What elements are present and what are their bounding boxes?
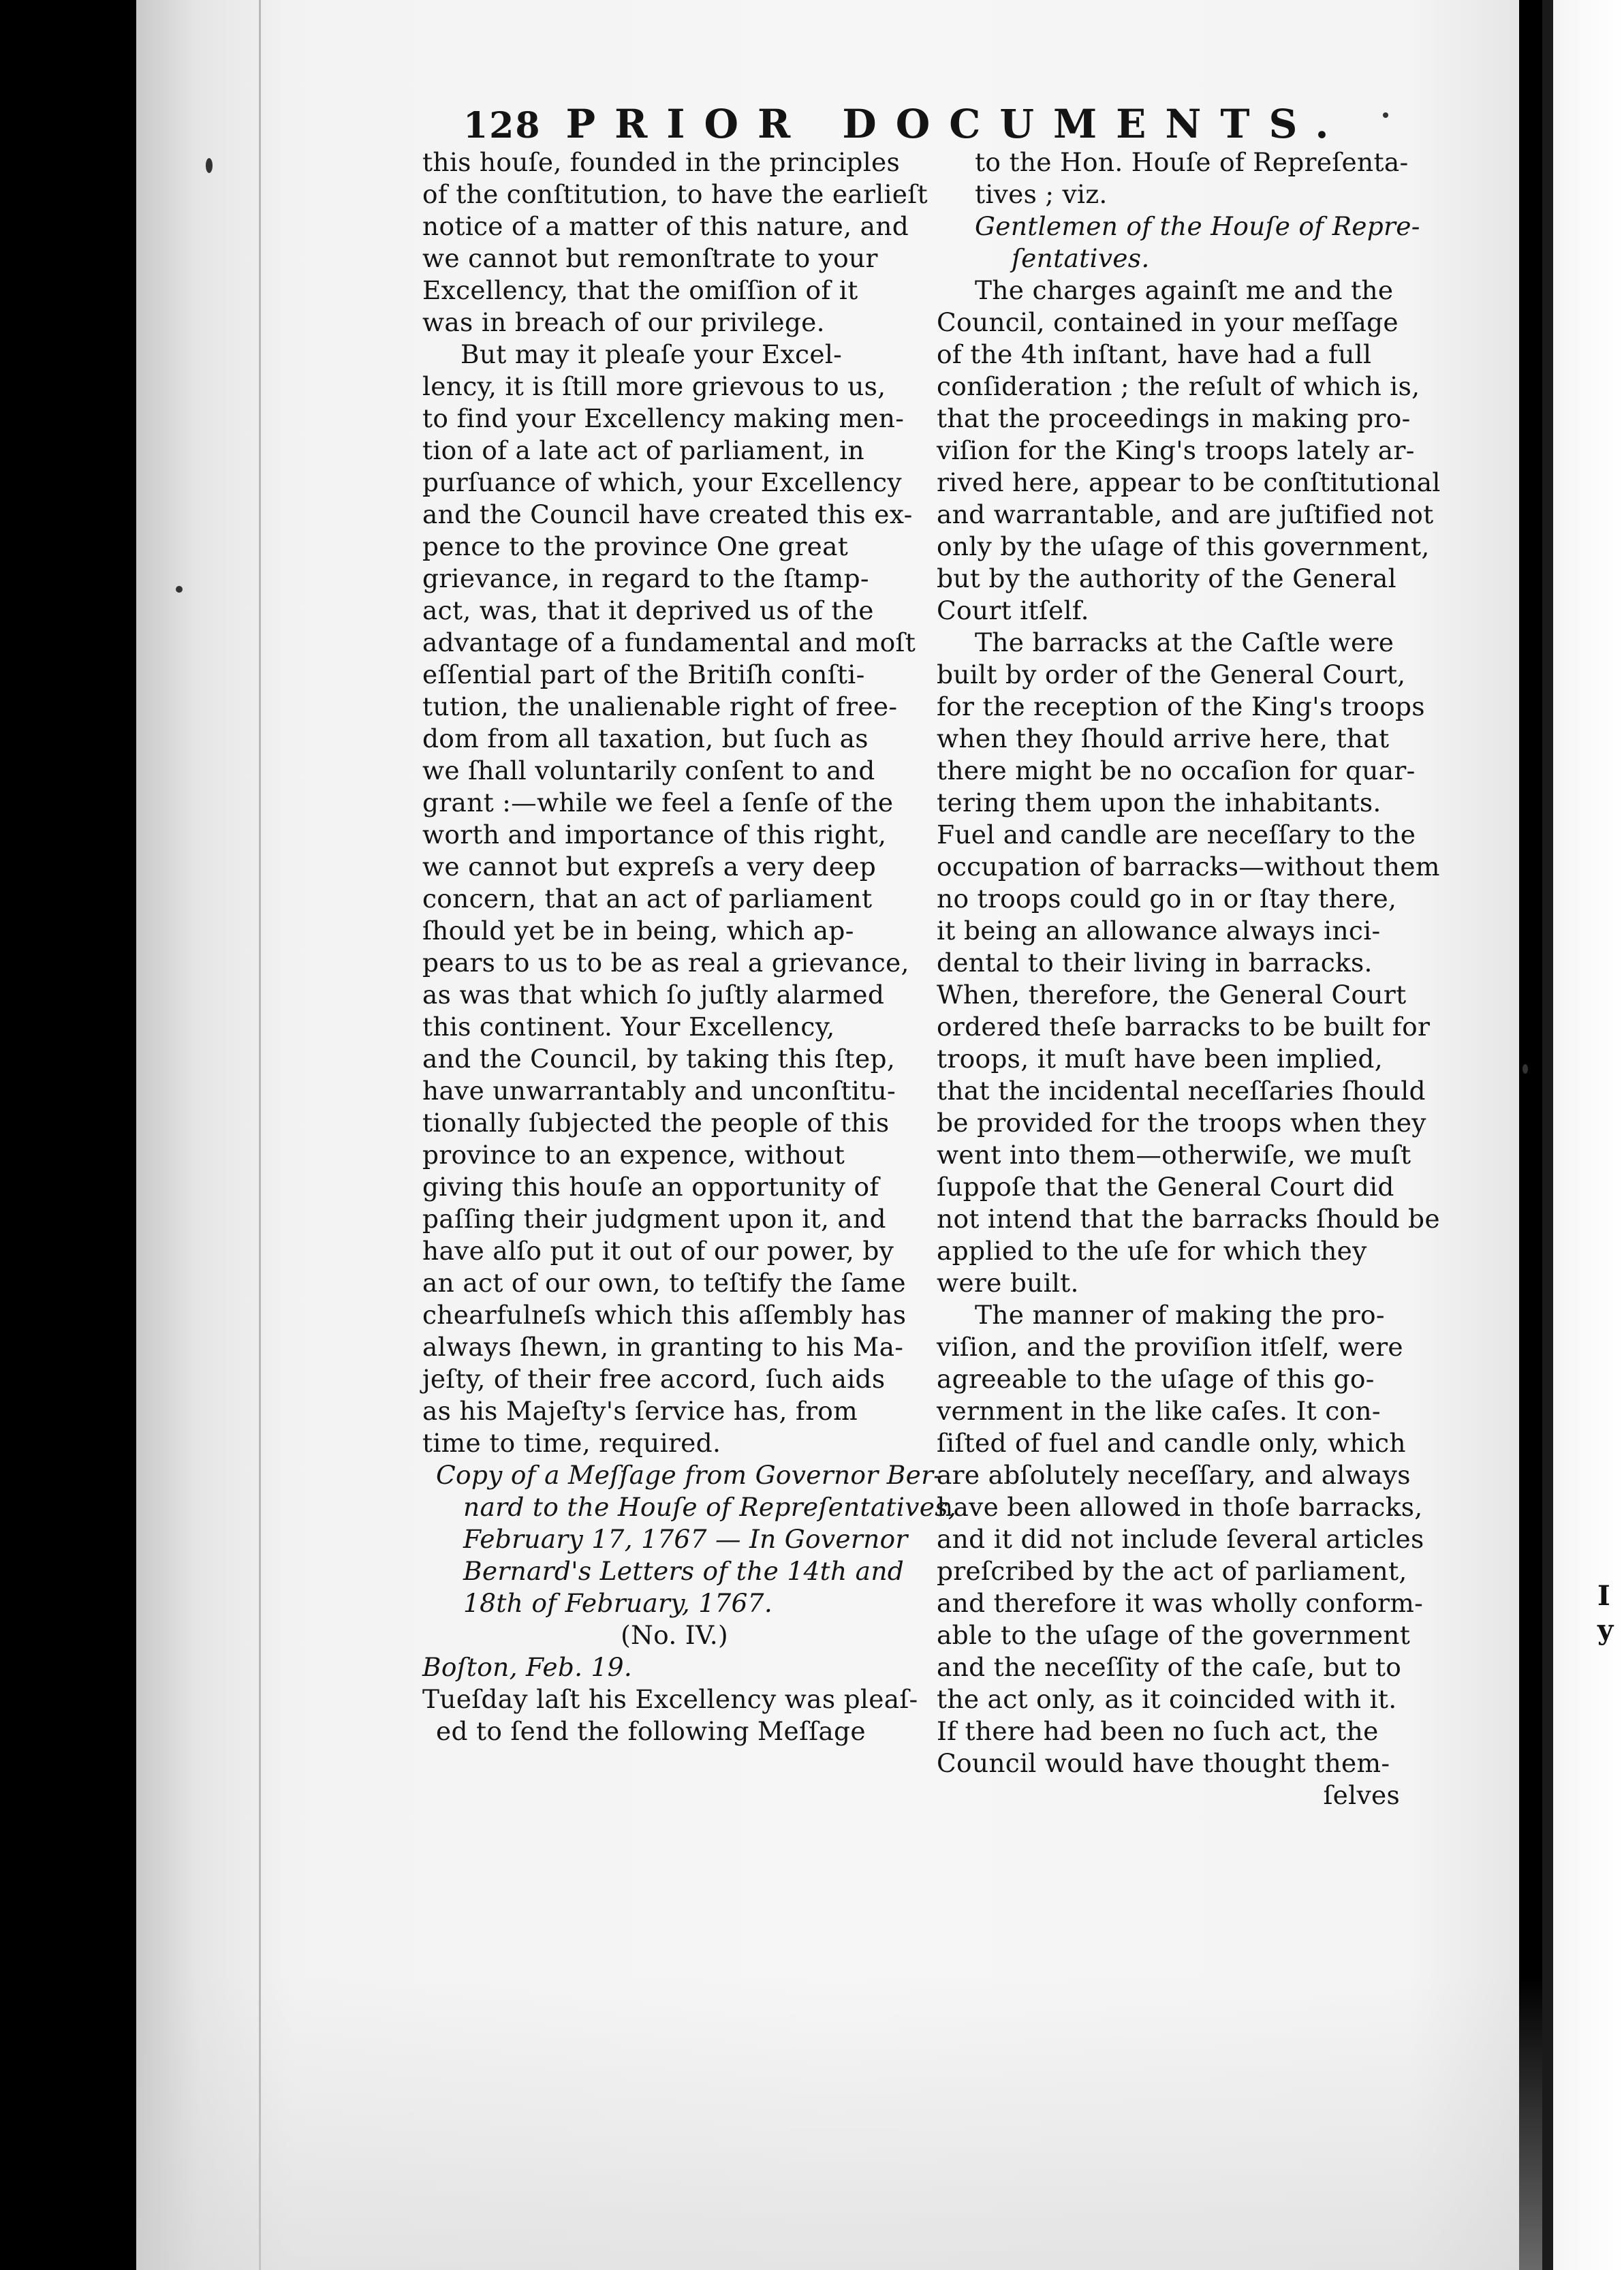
text-line: preſcribed by the act of parliament, bbox=[937, 1556, 1407, 1586]
text-line: tionally ſubjected the people of this bbox=[422, 1108, 890, 1138]
text-line: are abſolutely neceſſary, and always bbox=[937, 1460, 1411, 1490]
text-line: not intend that the barracks ſhould be bbox=[937, 1204, 1440, 1234]
text-line: concern, that an act of parliament bbox=[422, 884, 873, 914]
text-line: and warrantable, and are juſtified not bbox=[937, 499, 1434, 529]
gutter-shading bbox=[136, 0, 293, 2270]
text-line: troops, it muſt have been implied, bbox=[937, 1044, 1383, 1074]
text-line: ſiſted of fuel and candle only, which bbox=[937, 1428, 1406, 1458]
text-line: dom from all taxation, but ſuch as bbox=[422, 724, 869, 753]
text-line: able to the uſage of the government bbox=[937, 1620, 1411, 1650]
text-line: dental to their living in barracks. bbox=[937, 948, 1373, 978]
text-line: Court itſelf. bbox=[937, 595, 1089, 625]
text-line: the act only, as it coincided with it. bbox=[937, 1684, 1397, 1714]
text-line: of the conſtitution, to have the earlieſt bbox=[422, 179, 928, 209]
caption-line: Bernard's Letters of the 14th and bbox=[463, 1556, 905, 1586]
text-line: pence to the province One great bbox=[422, 531, 849, 561]
text-line: that the proceedings in making pro- bbox=[937, 403, 1411, 433]
text-line: The barracks at the Caſtle were bbox=[975, 627, 1394, 657]
speck-mark bbox=[176, 586, 183, 593]
text-line: grievance, in regard to the ſtamp- bbox=[422, 563, 869, 593]
page-edge-bar bbox=[1542, 0, 1553, 2270]
text-line: act, was, that it deprived us of the bbox=[422, 595, 874, 625]
text-line: The manner of making the pro- bbox=[975, 1300, 1385, 1330]
text-line: advantage of a fundamental and moſt bbox=[422, 627, 916, 657]
text-line: ſuppoſe that the General Court did bbox=[937, 1172, 1394, 1202]
text-line: that the incidental neceſſaries ſhould bbox=[937, 1076, 1426, 1106]
text-line: Gentlemen of the Houſe of Repre- bbox=[975, 211, 1420, 241]
page-stain bbox=[136, 1976, 1542, 2270]
paragraph-grievance-body bbox=[422, 371, 926, 1459]
text-line: jeſty, of their free accord, ſuch aids bbox=[422, 1364, 886, 1394]
text-line: to find your Excellency making men- bbox=[422, 403, 905, 433]
speck-mark bbox=[1522, 1064, 1528, 1074]
speck-mark bbox=[1383, 112, 1388, 118]
text-line: be provided for the troops when they bbox=[937, 1108, 1426, 1138]
text-line: and therefore it was wholly conform- bbox=[937, 1588, 1424, 1618]
text-line: chearfulneſs which this aſſembly has bbox=[422, 1300, 907, 1330]
text-line: ſentatives. bbox=[1012, 243, 1150, 273]
speck-mark bbox=[206, 158, 213, 173]
text-line: conſideration ; the reſult of which is, bbox=[937, 371, 1420, 401]
text-line: tution, the unalienable right of free- bbox=[422, 691, 898, 721]
text-line: we ſhall voluntarily conſent to and bbox=[422, 756, 875, 786]
text-line: purſuance of which, your Excellency bbox=[422, 467, 902, 497]
text-line: always ſhewn, in granting to his Ma- bbox=[422, 1332, 904, 1362]
text-line: tering them upon the inhabitants. bbox=[937, 788, 1381, 818]
running-title: PRIOR DOCUMENTS. bbox=[565, 101, 1348, 147]
text-line: but by the authority of the General bbox=[937, 563, 1396, 593]
text-line: notice of a matter of this nature, and bbox=[422, 211, 909, 241]
left-column bbox=[422, 146, 956, 1747]
text-line: viſion, and the proviſion itſelf, were bbox=[937, 1332, 1403, 1362]
text-line: vernment in the like caſes. It con- bbox=[937, 1396, 1381, 1426]
text-line: we cannot but remonſtrate to your bbox=[422, 243, 878, 273]
facing-page-strip bbox=[1553, 0, 1624, 2270]
text-line: time to time, required. bbox=[422, 1428, 721, 1458]
text-line: ordered theſe barracks to be built for bbox=[937, 1012, 1431, 1042]
text-line: lency, it is ſtill more grievous to us, bbox=[422, 371, 886, 401]
text-line: and the Council have created this ex- bbox=[422, 499, 913, 529]
text-line: ſhould yet be in being, which ap- bbox=[422, 916, 854, 946]
text-line: tion of a late act of parliament, in bbox=[422, 435, 865, 465]
text-line: agreeable to the uſage of this go- bbox=[937, 1364, 1375, 1394]
text-line: this continent. Your Excellency, bbox=[422, 1012, 835, 1042]
text-line: was in breach of our privilege. bbox=[422, 307, 825, 337]
text-line: were built. bbox=[937, 1268, 1079, 1298]
text-line: pears to us to be as real a grievance, bbox=[422, 948, 909, 978]
paragraph-grievance bbox=[422, 339, 926, 371]
text-line: Council would have thought them- bbox=[937, 1748, 1390, 1778]
document-number: (No. IV.) bbox=[621, 1620, 728, 1650]
text-line: when they ſhould arrive here, that bbox=[937, 724, 1390, 753]
text-line: to the Hon. Houſe of Repreſenta- bbox=[975, 147, 1409, 177]
paragraph-message-intro bbox=[422, 1683, 926, 1747]
text-line: an act of our own, to teſtify the ſame bbox=[422, 1268, 906, 1298]
text-line: occupation of barracks—without them bbox=[937, 852, 1440, 882]
text-line: applied to the uſe for which they bbox=[937, 1236, 1367, 1266]
document-caption bbox=[422, 1459, 956, 1619]
dateline: Boſton, Feb. 19. bbox=[422, 1652, 633, 1682]
text-line: have been allowed in thoſe barracks, bbox=[937, 1492, 1423, 1522]
text-line: Excellency, that the omiſſion of it bbox=[422, 275, 858, 305]
text-line: have unwarrantably and unconſtitu- bbox=[422, 1076, 896, 1106]
text-line: paſſing their judgment upon it, and bbox=[422, 1204, 886, 1234]
catchword: ſelves bbox=[1323, 1780, 1400, 1810]
text-line: eſſential part of the Britiſh conſti- bbox=[422, 659, 865, 689]
text-line: no troops could go in or ſtay there, bbox=[937, 884, 1397, 914]
text-line: only by the uſage of this government, bbox=[937, 531, 1430, 561]
text-line: If there had been no ſuch act, the bbox=[937, 1716, 1379, 1746]
text-line: went into them—otherwiſe, we muſt bbox=[937, 1140, 1411, 1170]
salutation bbox=[937, 211, 1441, 275]
facing-page-fragments bbox=[1597, 1579, 1613, 1647]
caption-line: nard to the Houſe of Repreſentatives, bbox=[463, 1492, 956, 1522]
text-line: as was that which ſo juſtly alarmed bbox=[422, 980, 885, 1010]
text-line: worth and importance of this right, bbox=[422, 820, 887, 850]
text-line: rived here, appear to be conſtitutional bbox=[937, 467, 1441, 497]
text-line: The charges againſt me and the bbox=[975, 275, 1394, 305]
page-number: 128 bbox=[463, 105, 542, 146]
text-line: this houſe, founded in the principles bbox=[422, 147, 901, 177]
text-line: When, therefore, the General Court bbox=[937, 980, 1407, 1010]
text-line: tives ; viz. bbox=[975, 179, 1108, 209]
text-line: built by order of the General Court, bbox=[937, 659, 1406, 689]
text-line: we cannot but expreſs a very deep bbox=[422, 852, 877, 882]
caption-line: Copy of a Meſſage from Governor Ber- bbox=[436, 1460, 943, 1490]
text-line: and the neceſſity of the caſe, but to bbox=[937, 1652, 1402, 1682]
paragraph-intro bbox=[937, 146, 1441, 211]
text-line: grant :—while we feel a ſenſe of the bbox=[422, 788, 894, 818]
text-line: and the Council, by taking this ſtep, bbox=[422, 1044, 896, 1074]
text-line: have alſo put it out of our power, by bbox=[422, 1236, 894, 1266]
paragraph-barracks bbox=[937, 627, 1441, 1299]
text-line: of the 4th inſtant, have had a full bbox=[937, 339, 1372, 369]
text-line: province to an expence, without bbox=[422, 1140, 845, 1170]
text-line: giving this houſe an opportunity of bbox=[422, 1172, 879, 1202]
edge-letter: y bbox=[1597, 1614, 1614, 1646]
text-line: for the reception of the King's troops bbox=[937, 691, 1425, 721]
text-line: Council, contained in your meſſage bbox=[937, 307, 1399, 337]
text-line: ed to ſend the following Meſſage bbox=[436, 1716, 866, 1746]
right-column bbox=[937, 146, 1441, 1812]
text-line: and it did not include ſeveral articles bbox=[937, 1524, 1424, 1554]
text-line: But may it pleaſe your Excel- bbox=[460, 339, 843, 369]
text-line: viſion for the King's troops lately ar- bbox=[937, 435, 1415, 465]
paragraph-continued bbox=[422, 146, 926, 339]
edge-letter: I bbox=[1597, 1580, 1610, 1612]
text-line: there might be no occaſion for quar- bbox=[937, 756, 1416, 786]
paragraph-provision bbox=[937, 1299, 1441, 1779]
text-line: as his Majeſty's ſervice has, from bbox=[422, 1396, 858, 1426]
text-line: it being an allowance always inci- bbox=[937, 916, 1381, 946]
text-line: Fuel and candle are neceſſary to the bbox=[937, 820, 1416, 850]
page-fold-line bbox=[259, 0, 261, 2270]
text-line: Tueſday laſt his Excellency was pleaſ- bbox=[422, 1684, 918, 1714]
paragraph-charges bbox=[937, 275, 1441, 627]
caption-line: 18th of February, 1767. bbox=[463, 1588, 773, 1618]
caption-line: February 17, 1767 — In Governor bbox=[463, 1524, 908, 1554]
